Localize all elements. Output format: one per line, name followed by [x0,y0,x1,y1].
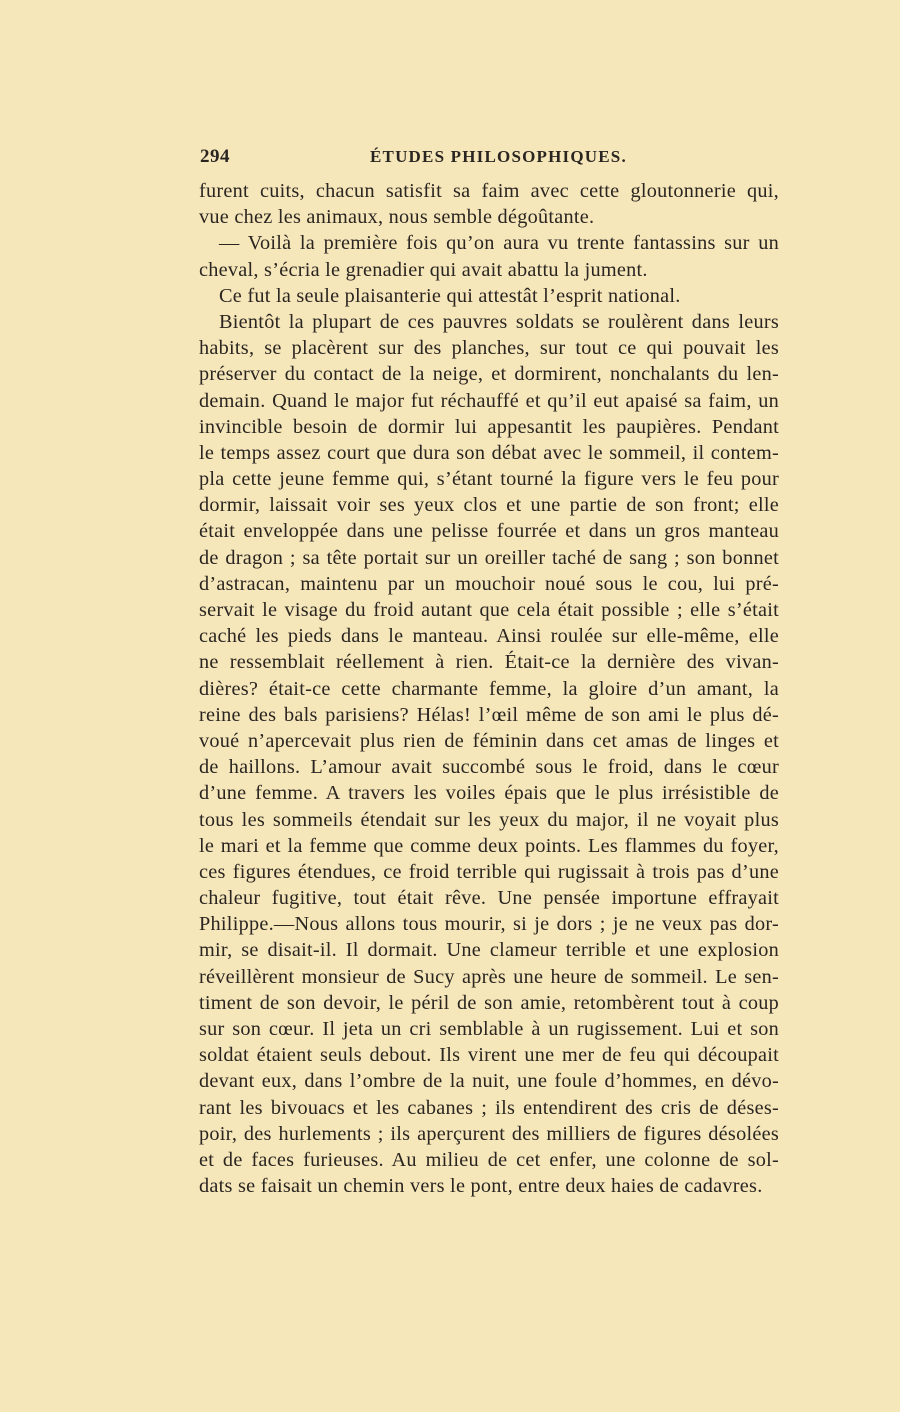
text-line: servait le visage du froid autant que cela était possible ; elle s’était [199,599,779,621]
text-line: soldat étaient seuls debout. Ils virent une mer de feu qui découpait [199,1044,779,1067]
text-line: caché les pieds dans le manteau. Ainsi roulée sur elle-même, elle [199,625,779,648]
page-number: 294 [200,146,230,167]
text-line: Bientôt la plupart de ces pauvres soldats se roulèrent dans leurs [219,310,779,333]
text-line: mir, se disait-il. Il dormait. Une clameur terrible et une explosion [199,939,779,962]
text-line: d’une femme. A travers les voiles épais que le plus irrésistible de [199,782,779,805]
text-line: — Voilà la première fois qu’on aura vu trente fantassins sur un [219,232,779,255]
text-line: dormir, laissait voir ses yeux clos et une partie de son front; elle [199,494,779,517]
body-text [199,178,779,1199]
text-line: était enveloppée dans une pelisse fourrée et dans un gros manteau [199,520,779,543]
text-line: de haillons. L’amour avait succombé sous le froid, dans le cœur [199,756,779,779]
text-line: tous les sommeils étendait sur les yeux du major, il ne voyait plus [199,808,779,831]
text-line: vue chez les animaux, nous semble dégoûtante. [199,206,595,229]
text-line: de dragon ; sa tête portait sur un oreiller taché de sang ; son bonnet [199,546,779,569]
text-line: chaleur fugitive, tout était rêve. Une pensée importune effrayait [199,887,779,910]
text-line: dières? était-ce cette charmante femme, la gloire d’un amant, la [199,677,779,700]
text-line: sur son cœur. Il jeta un cri semblable à un rugissement. Lui et son [199,1018,779,1040]
text-line: réveillèrent monsieur de Sucy après une heure de sommeil. Le sen- [199,965,779,988]
text-line: ces figures étendues, ce froid terrible qui rugissait à trois pas d’une [199,860,779,883]
page-header [200,146,778,172]
text-line: rant les bivouacs et les cabanes ; ils entendirent des cris de déses- [199,1096,779,1119]
text-line: préserver du contact de la neige, et dormirent, nonchalants du len- [199,363,779,386]
text-line: d’astracan, maintenu par un mouchoir noué sous le cou, lui pré- [199,572,779,595]
text-line: reine des bals parisiens? Hélas! l’œil même de son ami le plus dé- [199,703,779,726]
text-line: dats se faisait un chemin vers le pont, entre deux haies de cadavres. [199,1175,763,1198]
text-line: Ce fut la seule plaisanterie qui attestât l’esprit national. [219,284,681,307]
text-line: invincible besoin de dormir lui appesantit les paupières. Pendant [199,415,779,438]
text-line: furent cuits, chacun satisfit sa faim avec cette gloutonnerie qui, [199,180,779,202]
text-line: cheval, s’écria le grenadier qui avait abattu la jument. [199,258,648,281]
text-line: ne ressemblait réellement à rien. Était-ce la dernière des vivan- [199,651,779,674]
text-line: Philippe.—Nous allons tous mourir, si je dors ; je ne veux pas dor- [199,913,779,936]
text-line: poir, des hurlements ; ils aperçurent des milliers de figures désolées [199,1122,779,1145]
text-line: voué n’apercevait plus rien de féminin dans cet amas de linges et [199,729,779,752]
text-line: devant eux, dans l’ombre de la nuit, une foule d’hommes, en dévo- [199,1070,779,1093]
text-line: le temps assez court que dura son débat avec le sommeil, il contem- [199,441,779,464]
text-line: le mari et la femme que comme deux points. Les flammes du foyer, [199,834,779,857]
text-line: demain. Quand le major fut réchauffé et qu’il eut apaisé sa faim, un [199,389,779,412]
text-line: et de faces furieuses. Au milieu de cet enfer, une colonne de sol- [199,1148,779,1171]
text-line: pla cette jeune femme qui, s’étant tourné la figure vers le feu pour [199,468,779,491]
running-title: ÉTUDES PHILOSOPHIQUES. [370,147,627,166]
text-line: habits, se placèrent sur des planches, sur tout ce qui pouvait les [199,337,779,360]
text-line: timent de son devoir, le péril de son amie, retombèrent tout à coup [199,991,779,1014]
